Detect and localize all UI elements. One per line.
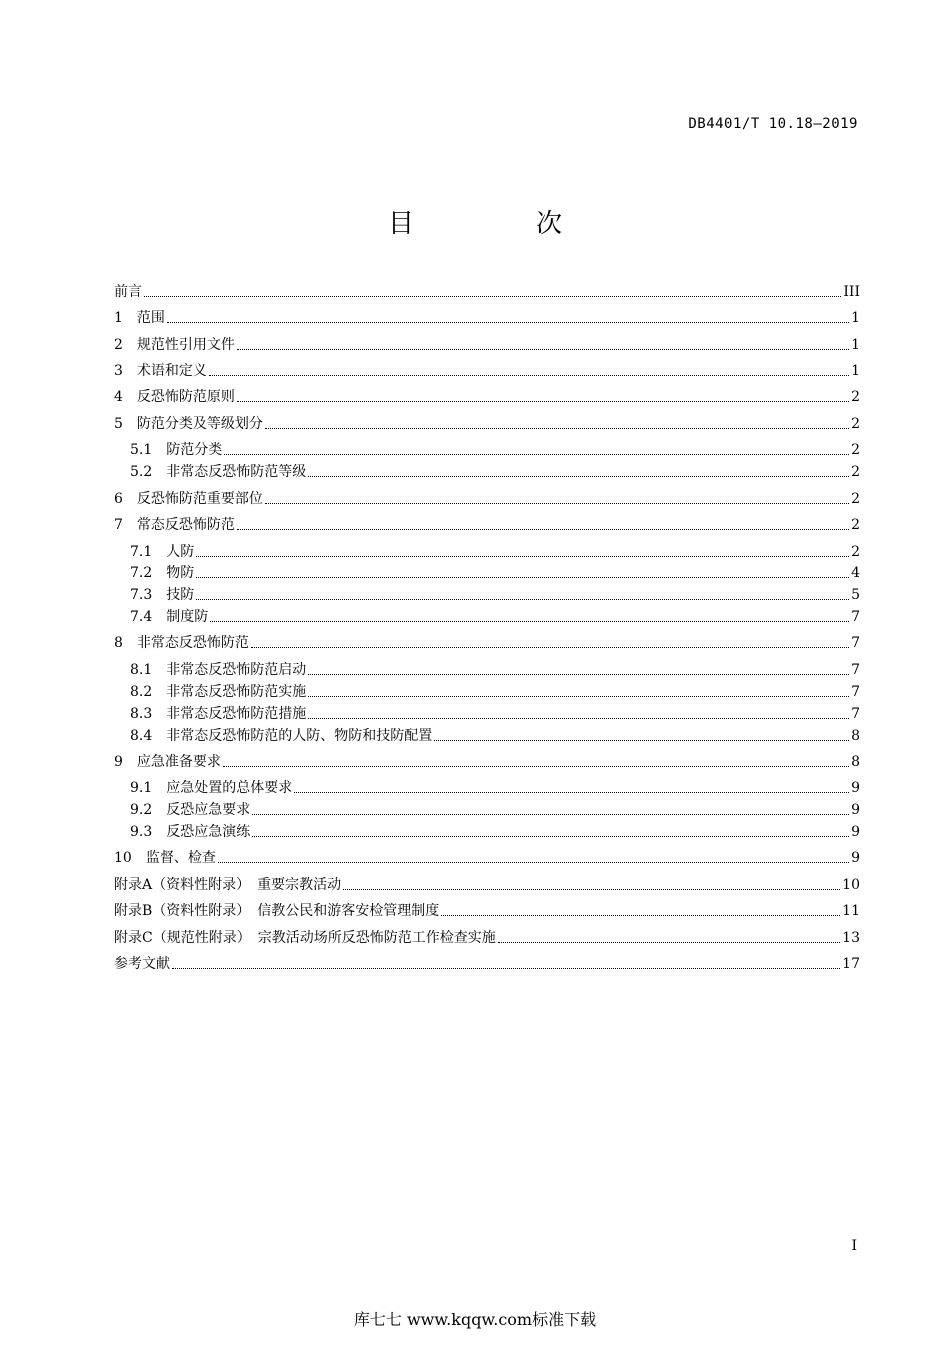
toc-dot-leader [237,349,849,350]
toc-entry-number: 5.1 [130,442,167,458]
toc-entry-label: 人防 [166,544,195,560]
toc-entry-number: 9.1 [130,780,167,796]
toc-entry-label: 常态反恐怖防范 [136,517,235,533]
toc-entry[interactable] [114,387,860,407]
toc-entry-number: 7.3 [130,587,167,603]
toc-entry-page: 9 [851,802,860,818]
toc-entry-label: 重要宗教活动 [257,877,342,893]
toc-entry[interactable] [130,778,860,798]
toc-entry-label: 防范分类及等级划分 [136,416,263,432]
toc-entry[interactable] [114,901,860,921]
toc-entry[interactable] [130,800,860,820]
toc-entry-number: 7 [114,517,137,533]
toc-entry[interactable] [130,563,860,583]
toc-entry[interactable] [114,414,860,434]
toc-dot-leader [224,454,849,455]
toc-dot-leader [237,529,849,530]
toc-entry-label: 术语和定义 [136,363,207,379]
toc-entry[interactable] [130,462,860,482]
toc-entry-number: 5 [114,416,137,432]
toc-entry-page: 7 [851,706,860,722]
footer-watermark: 库七七 www.kqqw.com标准下载 [353,1310,597,1329]
toc-dot-leader [210,621,849,622]
toc-dot-leader [434,740,849,741]
toc-dot-leader [498,942,840,943]
toc-entry-label: 反恐怖防范原则 [136,389,235,405]
toc-dot-leader [252,836,849,837]
toc-dot-leader [252,814,849,815]
toc-entry-number: 8.1 [130,662,167,678]
toc-entry[interactable] [114,515,860,535]
toc-entry[interactable] [114,954,860,974]
toc-entry-page: 7 [851,662,860,678]
toc-entry-number: 5.2 [130,464,167,480]
toc-entry-page: 4 [851,565,860,581]
toc-entry[interactable] [130,704,860,724]
toc-entry[interactable] [130,682,860,702]
toc-entry-page: 11 [842,903,860,919]
toc-entry-page: 9 [851,850,860,866]
toc-entry[interactable] [114,752,860,772]
toc-dot-leader [251,647,849,648]
toc-entry-page: 7 [851,684,860,700]
toc-entry-page: 2 [851,389,860,405]
toc-entry-page: 8 [851,728,860,744]
toc-entry-label: 非常态反恐怖防范启动 [166,662,307,678]
toc-entry-label: 非常态反恐怖防范措施 [166,706,307,722]
toc-dot-leader [196,556,849,557]
toc-entry-page: 2 [851,416,860,432]
toc-entry[interactable] [130,822,860,842]
toc-entry-label: 技防 [166,587,195,603]
toc-entry-label: 物防 [166,565,195,581]
toc-dot-leader [343,889,840,890]
toc-entry-page: 5 [851,587,860,603]
toc-dot-leader [209,375,849,376]
toc-entry-label: 反恐应急演练 [166,824,251,840]
toc-entry-page: 2 [851,491,860,507]
toc-entry-label: 非常态反恐怖防范 [136,635,249,651]
toc-entry[interactable] [130,726,860,746]
toc-entry-label: 反恐应急要求 [166,802,251,818]
page-number: I [851,1238,857,1254]
toc-entry-label: 防范分类 [166,442,223,458]
toc-entry-page: 2 [851,442,860,458]
toc-entry[interactable] [114,633,860,653]
toc-entry[interactable] [130,542,860,562]
toc-entry[interactable] [114,308,860,328]
toc-entry-number: 1 [114,310,137,326]
toc-entry-label: 监督、检查 [145,850,216,866]
toc-dot-leader [237,401,849,402]
toc-entry[interactable] [114,928,860,948]
toc-entry-page: 9 [851,780,860,796]
toc-entry-label: 规范性引用文件 [136,337,235,353]
toc-dot-leader [196,577,849,578]
toc-dot-leader [265,428,849,429]
toc-dot-leader [167,322,849,323]
toc-entry-number: 附录A（资料性附录） [114,877,258,893]
toc-entry-label: 宗教活动场所反恐怖防范工作检查实施 [257,930,496,946]
toc-entry-number: 附录B（资料性附录） [114,903,258,919]
toc-dot-leader [144,296,841,297]
toc-entry-page: 7 [851,609,860,625]
toc-entry-page: 7 [851,635,860,651]
toc-entry-number: 7.4 [130,609,167,625]
toc-entry-page: III [843,284,860,300]
toc-entry-page: 17 [842,956,860,972]
toc-entry[interactable] [130,607,860,627]
toc-entry-number: 9.3 [130,824,167,840]
toc-entry-page: 1 [851,337,860,353]
toc-entry[interactable] [114,282,860,302]
toc-dot-leader [218,862,849,863]
toc-dot-leader [172,968,840,969]
toc-entry-page: 1 [851,310,860,326]
page-title: 目 次 [387,209,610,239]
toc-entry-number: 4 [114,389,137,405]
toc-entry-number: 10 [114,850,146,866]
toc-entry-number: 6 [114,491,137,507]
toc-entry-page: 2 [851,464,860,480]
toc-dot-leader [308,696,849,697]
toc-entry[interactable] [114,335,860,355]
toc-entry-label: 参考文献 [114,956,170,972]
toc-dot-leader [308,674,849,675]
toc-dot-leader [308,718,849,719]
toc-entry-page: 10 [842,877,860,893]
toc-entry[interactable] [114,489,860,509]
toc-entry-number: 8.4 [130,728,167,744]
toc-entry[interactable] [130,440,860,460]
toc-dot-leader [223,766,849,767]
toc-entry-label: 前言 [114,284,142,300]
toc-entry-number: 7.2 [130,565,167,581]
toc-entry[interactable] [114,875,860,895]
toc-entry-number: 9 [114,754,137,770]
toc-entry-page: 9 [851,824,860,840]
toc-entry-page: 8 [851,754,860,770]
toc-dot-leader [441,915,840,916]
toc-entry[interactable] [114,361,860,381]
toc-dot-leader [294,792,849,793]
toc-dot-leader [196,599,849,600]
toc-entry[interactable] [130,585,860,605]
toc-entry[interactable] [114,848,860,868]
toc-entry-page: 13 [842,930,860,946]
toc-entry-number: 8 [114,635,137,651]
toc-entry-number: 7.1 [130,544,167,560]
toc-entry-number: 8.3 [130,706,167,722]
toc-entry-number: 8.2 [130,684,167,700]
toc-entry-label: 非常态反恐怖防范等级 [166,464,307,480]
toc-entry-number: 2 [114,337,137,353]
document-code: DB4401/T 10.18—2019 [688,116,858,132]
toc-entry-page: 2 [851,517,860,533]
toc-entry-label: 应急处置的总体要求 [166,780,293,796]
toc-entry-label: 反恐怖防范重要部位 [136,491,263,507]
toc-entry-label: 信教公民和游客安检管理制度 [257,903,440,919]
toc-entry-label: 非常态反恐怖防范实施 [166,684,307,700]
toc-entry[interactable] [130,660,860,680]
toc-entry-label: 非常态反恐怖防范的人防、物防和技防配置 [166,728,433,744]
toc-entry-number: 3 [114,363,137,379]
toc-entry-number: 附录C（规范性附录） [114,930,258,946]
toc-dot-leader [308,476,849,477]
toc-entry-label: 范围 [136,310,165,326]
toc-dot-leader [265,503,849,504]
toc-entry-number: 9.2 [130,802,167,818]
toc-entry-page: 2 [851,544,860,560]
toc-entry-label: 制度防 [166,609,209,625]
toc-entry-label: 应急准备要求 [136,754,221,770]
toc-entry-page: 1 [851,363,860,379]
